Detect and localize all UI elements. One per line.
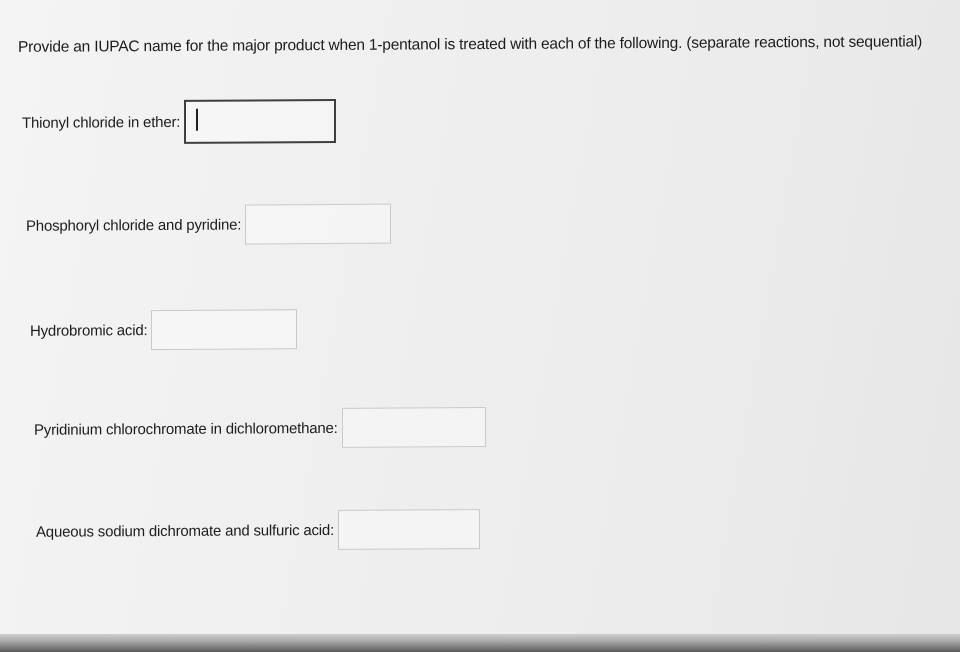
reaction-label: Aqueous sodium dichromate and sulfuric acid: — [36, 521, 335, 541]
reaction-row-pcc — [34, 407, 486, 450]
answer-input-hydrobromic-acid[interactable] — [151, 309, 297, 350]
screen-bezel — [0, 634, 960, 652]
answer-input-sodium-dichromate[interactable] — [338, 509, 480, 550]
question-text: Provide an IUPAC name for the major product when 1-pentanol is treated with each of the following. (separate reactions, not sequential) — [18, 33, 923, 56]
answer-input-phosphoryl-chloride[interactable] — [245, 204, 391, 245]
reaction-label: Thionyl chloride in ether: — [22, 113, 181, 132]
reaction-row-hydrobromic-acid — [30, 309, 297, 351]
reaction-label: Pyridinium chlorochromate in dichloromethane: — [34, 419, 338, 439]
text-cursor — [196, 109, 198, 131]
answer-input-pcc[interactable] — [342, 407, 486, 448]
reaction-row-sodium-dichromate — [36, 509, 480, 552]
reaction-label: Phosphoryl chloride and pyridine: — [26, 216, 242, 235]
reaction-row-phosphoryl-chloride — [26, 204, 391, 246]
reaction-row-thionyl-chloride — [22, 99, 336, 145]
reaction-label: Hydrobromic acid: — [30, 321, 148, 340]
answer-input-thionyl-chloride[interactable] — [184, 99, 336, 144]
